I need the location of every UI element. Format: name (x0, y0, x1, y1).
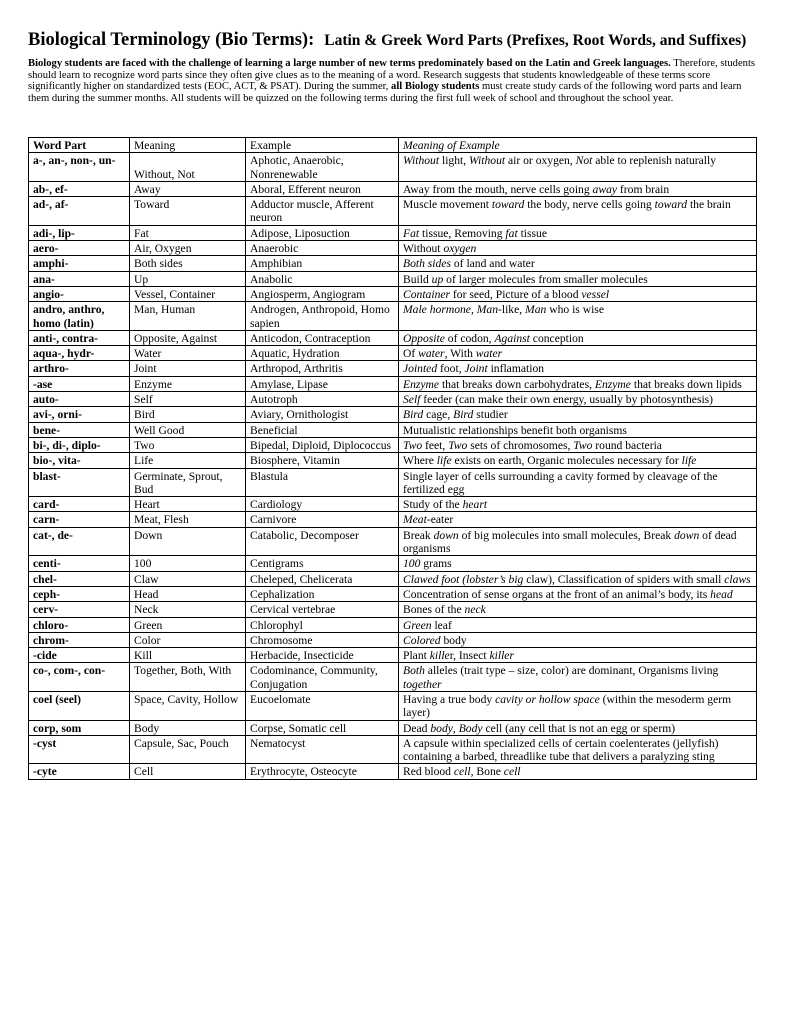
word-part-cell: blast- (29, 468, 130, 497)
word-part-cell: ab-, ef- (29, 181, 130, 196)
meaning-cell: Self (130, 392, 246, 407)
meaning-of-example-cell: Enzyme that breaks down carbohydrates, Enzyme that breaks down lipids (399, 376, 757, 391)
meaning-of-example-cell: Mutualistic relationships benefit both organisms (399, 422, 757, 437)
meaning-of-example-cell: Both sides of land and water (399, 256, 757, 271)
header-example: Example (246, 138, 399, 153)
meaning-cell: Body (130, 720, 246, 735)
word-part-cell: arthro- (29, 361, 130, 376)
meaning-cell: Neck (130, 602, 246, 617)
word-part-cell: avi-, orni- (29, 407, 130, 422)
table-row (29, 735, 757, 764)
word-part-cell: anti-, contra- (29, 330, 130, 345)
example-cell: Cephalization (246, 586, 399, 601)
example-cell: Arthropod, Arthritis (246, 361, 399, 376)
meaning-of-example-cell: Bones of the neck (399, 602, 757, 617)
meaning-of-example-cell: Without light, Without air or oxygen, Not able to replenish naturally (399, 153, 757, 182)
word-part-cell: chloro- (29, 617, 130, 632)
meaning-of-example-cell: Colored body (399, 632, 757, 647)
table-row (29, 617, 757, 632)
meaning-cell: Man, Human (130, 302, 246, 331)
meaning-of-example-cell: Clawed foot (lobster’s big claw), Classification of spiders with small claws (399, 571, 757, 586)
header-word-part: Word Part (29, 138, 130, 153)
header-meaning: Meaning (130, 138, 246, 153)
table-row (29, 764, 757, 779)
meaning-cell: Air, Oxygen (130, 241, 246, 256)
example-cell: Bipedal, Diploid, Diplococcus (246, 437, 399, 452)
example-cell: Aboral, Efferent neuron (246, 181, 399, 196)
meaning-of-example-cell: Without oxygen (399, 241, 757, 256)
word-part-cell: -cyte (29, 764, 130, 779)
terms-table (28, 137, 757, 780)
meaning-of-example-cell: Two feet, Two sets of chromosomes, Two round bacteria (399, 437, 757, 452)
meaning-cell: Cell (130, 764, 246, 779)
example-cell: Erythrocyte, Osteocyte (246, 764, 399, 779)
meaning-cell: 100 (130, 556, 246, 571)
meaning-cell: Toward (130, 197, 246, 226)
meaning-of-example-cell: Both alleles (trait type – size, color) are dominant, Organisms living together (399, 663, 757, 692)
meaning-cell: Fat (130, 225, 246, 240)
word-part-cell: bio-, vita- (29, 453, 130, 468)
example-cell: Carnivore (246, 512, 399, 527)
table-row (29, 720, 757, 735)
header-meaning-of-example: Meaning of Example (399, 138, 757, 153)
meaning-cell: Bird (130, 407, 246, 422)
meaning-of-example-cell: A capsule within specialized cells of certain coelenterates (jellyfish) containing a barbed, threadlike tube that delivers a paralyzing sting (399, 735, 757, 764)
table-row (29, 648, 757, 663)
example-cell: Anaerobic (246, 241, 399, 256)
word-part-cell: aqua-, hydr- (29, 346, 130, 361)
meaning-of-example-cell: Where life exists on earth, Organic molecules necessary for life (399, 453, 757, 468)
example-cell: Herbacide, Insecticide (246, 648, 399, 663)
meaning-cell: Both sides (130, 256, 246, 271)
word-part-cell: andro, anthro, homo (latin) (29, 302, 130, 331)
meaning-of-example-cell: Fat tissue, Removing fat tissue (399, 225, 757, 240)
meaning-of-example-cell: Break down of big molecules into small molecules, Break down of dead organisms (399, 527, 757, 556)
word-part-cell: cat-, de- (29, 527, 130, 556)
word-part-cell: cerv- (29, 602, 130, 617)
meaning-of-example-cell: Away from the mouth, nerve cells going away from brain (399, 181, 757, 196)
example-cell: Centigrams (246, 556, 399, 571)
word-part-cell: -ase (29, 376, 130, 391)
meaning-of-example-cell: Plant killer, Insect killer (399, 648, 757, 663)
example-cell: Corpse, Somatic cell (246, 720, 399, 735)
word-part-cell: co-, com-, con- (29, 663, 130, 692)
table-row (29, 663, 757, 692)
table-row (29, 527, 757, 556)
word-part-cell: -cyst (29, 735, 130, 764)
example-cell: Anticodon, Contraception (246, 330, 399, 345)
example-cell: Cheleped, Chelicerata (246, 571, 399, 586)
table-row (29, 407, 757, 422)
title-subtitle: Latin & Greek Word Parts (Prefixes, Root Words, and Suffixes) (324, 32, 747, 49)
word-part-cell: coel (seel) (29, 691, 130, 720)
table-row (29, 241, 757, 256)
example-cell: Chlorophyl (246, 617, 399, 632)
meaning-of-example-cell: Bird cage, Bird studier (399, 407, 757, 422)
meaning-cell: Joint (130, 361, 246, 376)
table-row (29, 497, 757, 512)
meaning-of-example-cell: Having a true body cavity or hollow space (within the mesoderm germ layer) (399, 691, 757, 720)
example-cell: Aphotic, Anaerobic, Nonrenewable (246, 153, 399, 182)
intro-text-1: Therefore, (673, 58, 718, 69)
table-row (29, 422, 757, 437)
meaning-of-example-cell: Red blood cell, Bone cell (399, 764, 757, 779)
example-cell: Adductor muscle, Afferent neuron (246, 197, 399, 226)
meaning-of-example-cell: Meat-eater (399, 512, 757, 527)
word-part-cell: bene- (29, 422, 130, 437)
meaning-cell: Head (130, 586, 246, 601)
example-cell: Cardiology (246, 497, 399, 512)
meaning-of-example-cell: Dead body, Body cell (any cell that is not an egg or sperm) (399, 720, 757, 735)
word-part-cell: amphi- (29, 256, 130, 271)
meaning-cell: Down (130, 527, 246, 556)
meaning-cell: Heart (130, 497, 246, 512)
table-row (29, 632, 757, 647)
table-row (29, 437, 757, 452)
word-part-cell: -cide (29, 648, 130, 663)
intro-paragraph (28, 58, 756, 105)
table-row (29, 376, 757, 391)
word-part-cell: aero- (29, 241, 130, 256)
word-part-cell: ceph- (29, 586, 130, 601)
meaning-of-example-cell: Of water, With water (399, 346, 757, 361)
table-row (29, 330, 757, 345)
word-part-cell: card- (29, 497, 130, 512)
meaning-cell: Without, Not (130, 153, 246, 182)
meaning-cell: Together, Both, With (130, 663, 246, 692)
meaning-of-example-cell: Self feeder (can make their own energy, usually by photosynthesis) (399, 392, 757, 407)
meaning-of-example-cell: 100 grams (399, 556, 757, 571)
page-title (28, 30, 768, 51)
intro-text-3: must create study cards of the following word parts and learn them during the summer months. All students will be quizzed on the following terms during the first full week of school and throughout the school year. (28, 81, 742, 105)
example-cell: Adipose, Liposuction (246, 225, 399, 240)
meaning-cell: Color (130, 632, 246, 647)
example-cell: Nematocyst (246, 735, 399, 764)
intro-bold-mid: all Biology students (388, 81, 480, 93)
example-cell: Blastula (246, 468, 399, 497)
meaning-of-example-cell: Opposite of codon, Against conception (399, 330, 757, 345)
example-cell: Codominance, Community, Conjugation (246, 663, 399, 692)
meaning-cell: Enzyme (130, 376, 246, 391)
example-cell: Beneficial (246, 422, 399, 437)
table-row (29, 225, 757, 240)
table-row (29, 256, 757, 271)
meaning-cell: Opposite, Against (130, 330, 246, 345)
meaning-of-example-cell: Concentration of sense organs at the front of an animal’s body, its head (399, 586, 757, 601)
meaning-cell: Claw (130, 571, 246, 586)
meaning-cell: Meat, Flesh (130, 512, 246, 527)
meaning-cell: Kill (130, 648, 246, 663)
word-part-cell: ad-, af- (29, 197, 130, 226)
meaning-cell: Two (130, 437, 246, 452)
example-cell: Aquatic, Hydration (246, 346, 399, 361)
example-cell: Eucoelomate (246, 691, 399, 720)
example-cell: Angiosperm, Angiogram (246, 286, 399, 301)
table-row (29, 586, 757, 601)
table-row (29, 512, 757, 527)
meaning-cell: Vessel, Container (130, 286, 246, 301)
meaning-cell: Away (130, 181, 246, 196)
table-row (29, 602, 757, 617)
word-part-cell: centi- (29, 556, 130, 571)
word-part-cell: angio- (29, 286, 130, 301)
table-row (29, 361, 757, 376)
word-part-cell: chrom- (29, 632, 130, 647)
table-row (29, 392, 757, 407)
example-cell: Aviary, Ornithologist (246, 407, 399, 422)
title-main: Biological Terminology (Bio Terms): (28, 30, 315, 50)
word-part-cell: bi-, di-, diplo- (29, 437, 130, 452)
intro-bold-lead: Biology students are faced with the challenge of learning a large number of new terms predominately based on the Latin and Greek languages. (28, 58, 671, 69)
meaning-of-example-cell: Male hormone, Man-like, Man who is wise (399, 302, 757, 331)
meaning-of-example-cell: Jointed foot, Joint inflamation (399, 361, 757, 376)
word-part-cell: carn- (29, 512, 130, 527)
meaning-of-example-cell: Container for seed, Picture of a blood vessel (399, 286, 757, 301)
table-row (29, 468, 757, 497)
example-cell: Catabolic, Decomposer (246, 527, 399, 556)
table-row (29, 302, 757, 331)
word-part-cell: a-, an-, non-, un- (29, 153, 130, 182)
meaning-of-example-cell: Build up of larger molecules from smaller molecules (399, 271, 757, 286)
table-body (29, 153, 757, 779)
word-part-cell: ana- (29, 271, 130, 286)
meaning-cell: Space, Cavity, Hollow (130, 691, 246, 720)
meaning-of-example-cell: Muscle movement toward the body, nerve cells going toward the brain (399, 197, 757, 226)
meaning-of-example-cell: Study of the heart (399, 497, 757, 512)
example-cell: Androgen, Anthropoid, Homo sapien (246, 302, 399, 331)
meaning-cell: Water (130, 346, 246, 361)
table-row (29, 197, 757, 226)
example-cell: Chromosome (246, 632, 399, 647)
meaning-cell: Life (130, 453, 246, 468)
meaning-cell: Capsule, Sac, Pouch (130, 735, 246, 764)
word-part-cell: auto- (29, 392, 130, 407)
word-part-cell: adi-, lip- (29, 225, 130, 240)
meaning-cell: Germinate, Sprout, Bud (130, 468, 246, 497)
intro-text-2: students should learn to recognize word parts since they often give clues as to the meaning of a word. Research suggests that students knowledgeable of these terms score significantly higher on standardized tests (EOC, ACT, & PSAT). During the summer, (28, 58, 756, 93)
meaning-cell: Up (130, 271, 246, 286)
example-cell: Autotroph (246, 392, 399, 407)
word-part-cell: corp, som (29, 720, 130, 735)
example-cell: Cervical vertebrae (246, 602, 399, 617)
meaning-of-example-cell: Green leaf (399, 617, 757, 632)
table-row (29, 181, 757, 196)
table-row (29, 286, 757, 301)
table-row (29, 571, 757, 586)
word-part-cell: chel- (29, 571, 130, 586)
example-cell: Amylase, Lipase (246, 376, 399, 391)
example-cell: Amphibian (246, 256, 399, 271)
example-cell: Biosphere, Vitamin (246, 453, 399, 468)
example-cell: Anabolic (246, 271, 399, 286)
table-row (29, 153, 757, 182)
meaning-of-example-cell: Single layer of cells surrounding a cavity formed by cleavage of the fertilized egg (399, 468, 757, 497)
table-row (29, 346, 757, 361)
table-header-row (29, 138, 757, 153)
table-row (29, 691, 757, 720)
table-row (29, 453, 757, 468)
table-row (29, 271, 757, 286)
meaning-cell: Well Good (130, 422, 246, 437)
meaning-cell: Green (130, 617, 246, 632)
table-row (29, 556, 757, 571)
